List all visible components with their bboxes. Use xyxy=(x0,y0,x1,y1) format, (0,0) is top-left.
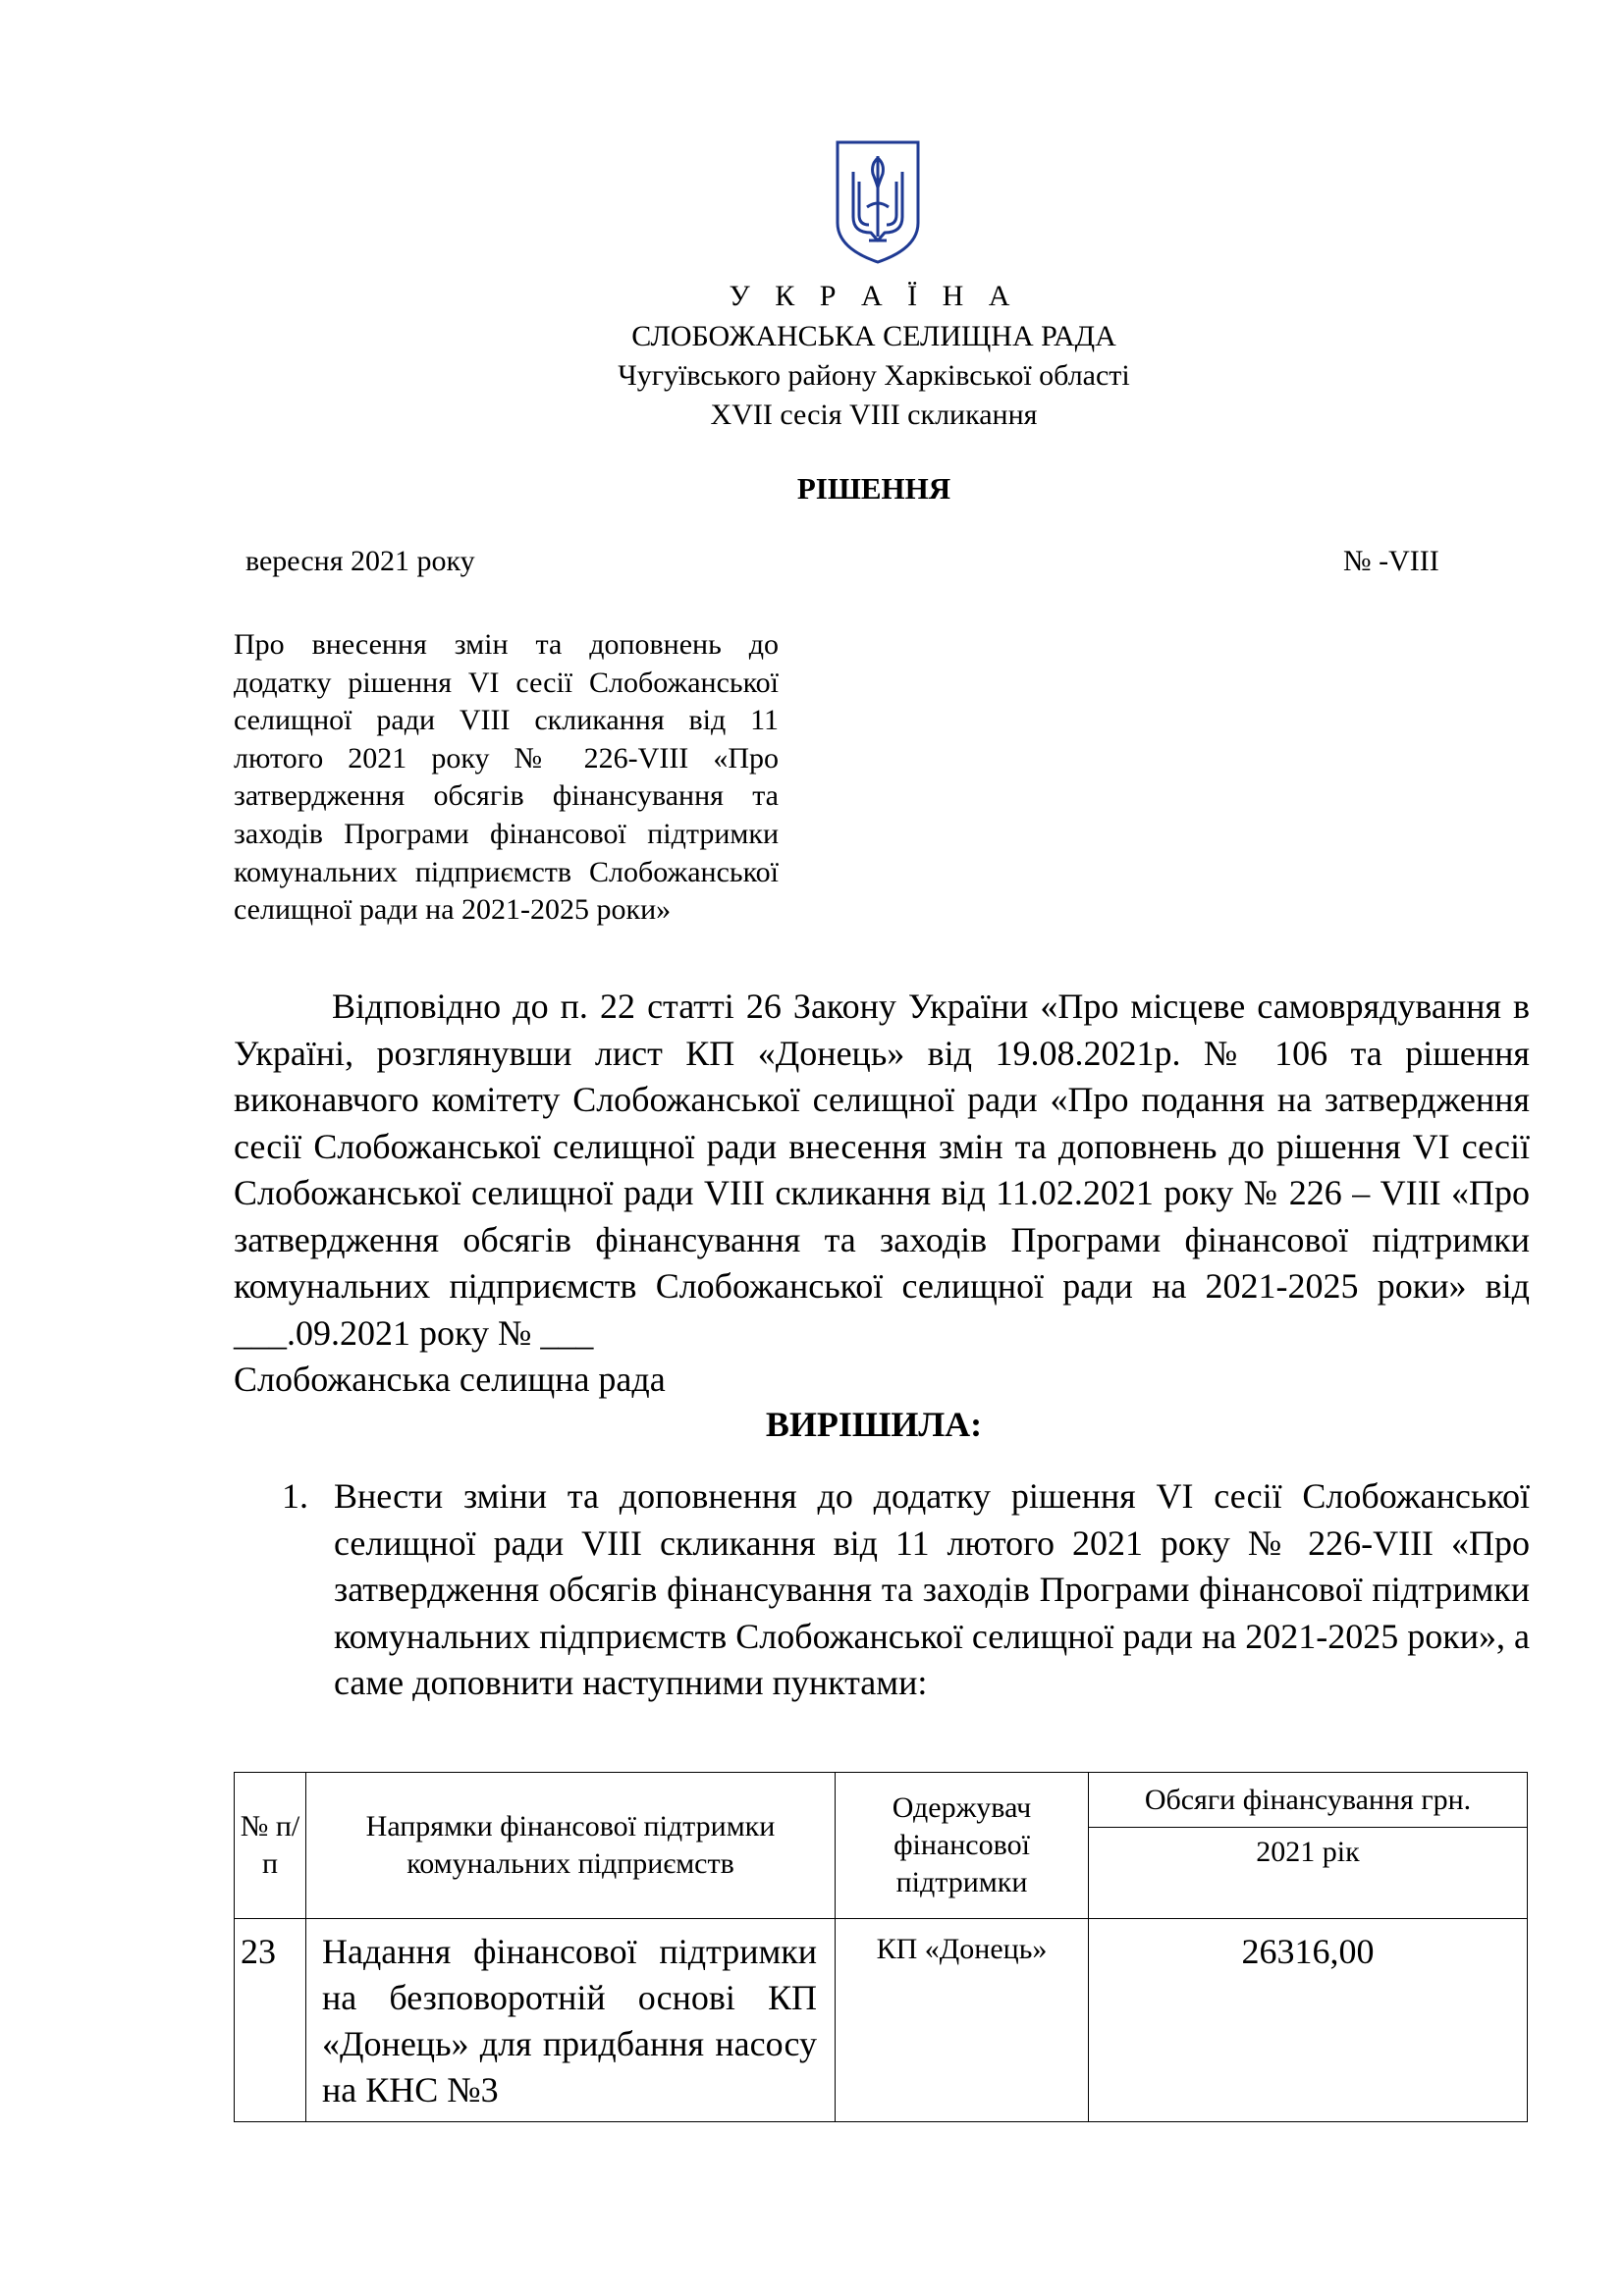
table-row xyxy=(235,1919,1528,2122)
header-district: Чугуївського району Харківської області xyxy=(618,359,1130,392)
preamble-text: Відповідно до п. 22 статті 26 Закону України «Про місцеве самоврядування в Україні, розглянувши лист КП «Донець» від 19.08.2021р. № 106 та рішення виконавчого комітету Слобожанської селищної ради «Про подання на затвердження сесії Слобожанської селищної ради внесення змін та доповнень до рішення VI сесії Слобожанської селищної ради VIII скликання від 11.02.2021 року № 226 – VIII «Про затвердження обсягів фінансування та заходів Програми фінансової підтримки комунальних підприємств Слобожанської селищної ради на 2021-2025 роки» від ___.09.2021 року № ___ xyxy=(234,987,1530,1353)
row-recipient: КП «Донець» xyxy=(836,1919,1089,2122)
item-number: 1. xyxy=(282,1476,308,1516)
decision-date: вересня 2021 року xyxy=(245,545,475,577)
row-number: 23 xyxy=(235,1919,306,2122)
header-recipient: Одержувач фінансової підтримки xyxy=(836,1773,1089,1919)
table-header-row xyxy=(235,1773,1528,1828)
coat-of-arms-icon xyxy=(834,138,922,266)
decision-title: РІШЕННЯ xyxy=(796,471,951,506)
preamble-council: Слобожанська селищна рада xyxy=(234,1360,666,1399)
header-council: СЛОБОЖАНСЬКА СЕЛИЩНА РАДА xyxy=(631,320,1116,352)
header-volume: Обсяги фінансування грн. xyxy=(1089,1773,1528,1828)
preamble xyxy=(234,984,1530,1404)
header-year: 2021 рік xyxy=(1089,1828,1528,1919)
header-session: XVII сесія VIII скликання xyxy=(710,399,1038,431)
header-number: № п/п xyxy=(235,1773,306,1919)
row-direction: Надання фінансової підтримки на безповоротній основі КП «Донець» для придбання насосу на КНС №3 xyxy=(306,1919,836,2122)
item-text: Внести зміни та доповнення до додатку рішення VI сесії Слобожанської селищної ради VIII скликання від 11 лютого 2021 року № 226-VIII «Про затвердження обсягів фінансування та заходів Програми фінансової підтримки комунальних підприємств Слобожанської селищної ради на 2021-2025 роки», а саме доповнити наступними пунктами: xyxy=(334,1476,1531,1702)
decision-number: № -VIII xyxy=(1343,545,1439,577)
resolved-heading: ВИРІШИЛА: xyxy=(765,1405,983,1444)
financing-table xyxy=(234,1772,1528,2122)
decision-subject: Про внесення змін та доповнень до додатку рішення VI сесії Слобожанської селищної ради VIII скликання від 11 лютого 2021 року № 226-VIII «Про затвердження обсягів фінансування та заходів Програми фінансової підтримки комунальних підприємств Слобожанської селищної ради на 2021-2025 роки» xyxy=(234,628,779,927)
header-country: У К Р А Ї Н А xyxy=(729,280,1019,312)
row-amount: 26316,00 xyxy=(1089,1919,1528,2122)
header-direction: Напрямки фінансової підтримки комунальних підприємств xyxy=(306,1773,836,1919)
